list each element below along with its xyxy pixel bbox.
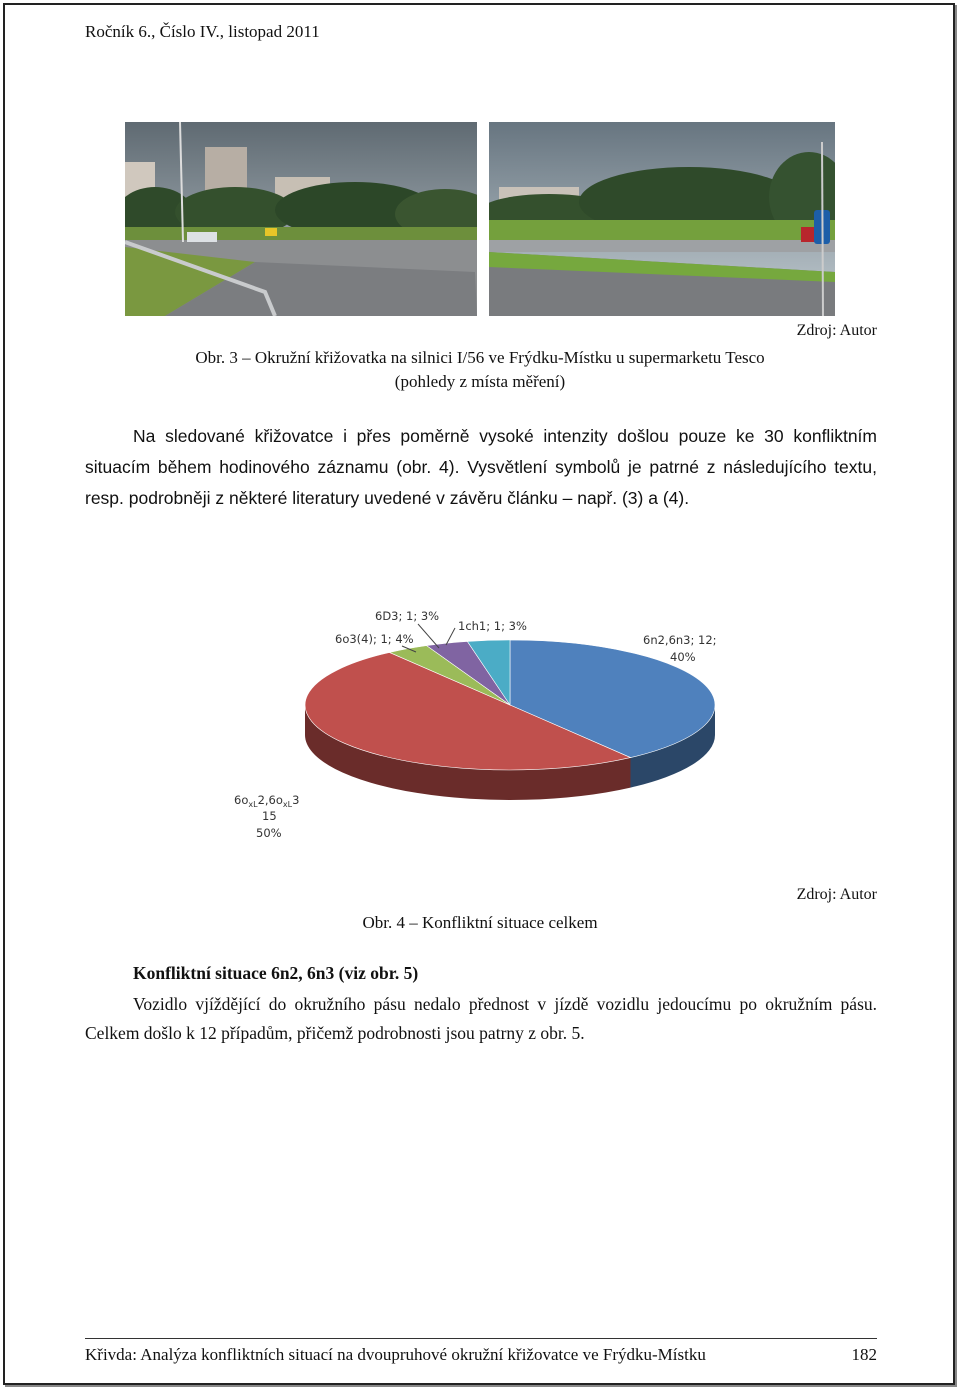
figure3-caption-line1: Obr. 3 – Okružní křižovatka na silnici I/56 ve Frýdku-Místku u supermarketu Tesco xyxy=(195,348,765,367)
figure3-caption xyxy=(85,346,875,394)
figure3-caption-line2: (pohledy z místa měření) xyxy=(394,372,566,391)
figure3-source: Zdroj: Autor xyxy=(796,322,877,339)
roundabout-photo-right xyxy=(489,122,835,316)
label-6n2-line1: 6n2,6n3; 12; xyxy=(643,633,717,647)
section-heading: Konfliktní situace 6n2, 6n3 (viz obr. 5) xyxy=(133,963,419,983)
page-number: 182 xyxy=(851,1345,877,1364)
label-6oxl-line2: 15 xyxy=(262,809,277,823)
figure4-source: Zdroj: Autor xyxy=(796,886,877,903)
label-6n2-line2: 40% xyxy=(670,650,696,664)
section-paragraph xyxy=(85,990,877,1048)
section-paragraph-text: Vozidlo vjíždějící do okružního pásu nedalo přednost v jízdě vozidlu jedoucímu po okružním pásu. Celkem došlo k 12 případům, přičemž podrobnosti jsou patrny z obr. 5. xyxy=(85,994,877,1043)
journal-header: Ročník 6., Číslo IV., listopad 2011 xyxy=(85,22,320,41)
label-6oxl-line1: $6o_{xL}2,6o_{xL}3$ xyxy=(234,793,300,809)
roundabout-photo-left xyxy=(125,122,477,316)
label-6oxl-line3: 50% xyxy=(256,826,282,840)
paragraph-intro xyxy=(85,421,877,514)
footer-title: Křivda: Analýza konfliktních situací na dvoupruhové okružní křižovatce ve Frýdku-Místku xyxy=(85,1345,706,1364)
page-footer xyxy=(85,1345,877,1365)
paragraph-intro-text: Na sledované křižovatce i přes poměrně vysoké intenzity došlou pouze ke 30 konfliktním situacím během hodinového záznamu (obr. 4). Vysvětlení symbolů je patrné z následujícího textu, resp. podrobněji z některé literatury uvedené v závěru článku – např. (3) a (4). xyxy=(85,426,877,508)
conflict-pie-chart xyxy=(220,600,740,870)
label-6d3: 6D3; 1; 3% xyxy=(375,609,440,623)
label-6o3: 6o3(4); 1; 4% xyxy=(335,632,414,646)
footer-rule xyxy=(85,1338,877,1339)
pie-group xyxy=(305,640,715,800)
label-1ch1: 1ch1; 1; 3% xyxy=(458,619,527,633)
figure4-caption: Obr. 4 – Konfliktní situace celkem xyxy=(362,913,598,932)
